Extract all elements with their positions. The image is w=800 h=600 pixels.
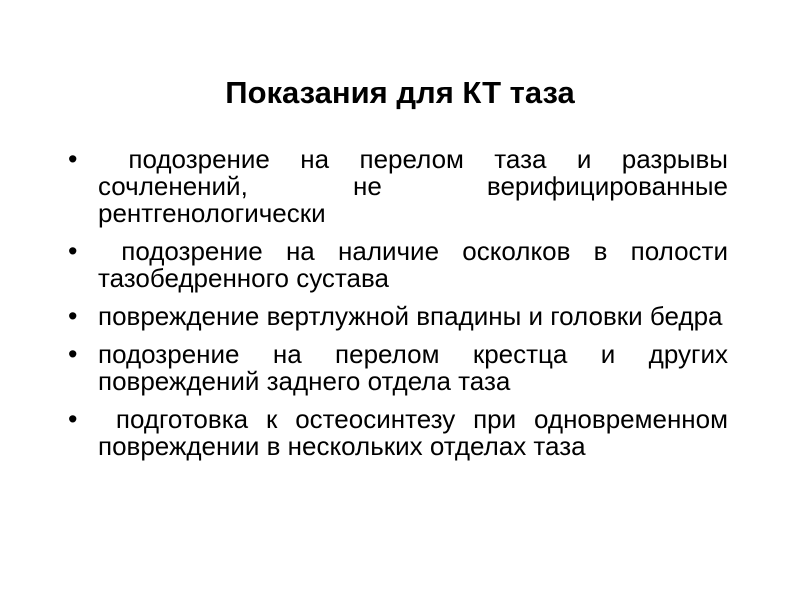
bullet-text: подозрение на перелом крестца и других повреждений заднего отдела таза [98,339,736,396]
bullet-text: подозрение на наличие осколков в полости тазобедренного сустава [98,236,736,293]
list-item [68,339,736,396]
list-item [68,144,736,228]
bullet-icon: • [68,236,78,266]
slide-title: Показания для КТ таза [225,74,575,110]
bullet-icon: • [68,339,78,369]
bullet-icon: • [68,301,78,331]
bullet-text: подготовка к остеосинтезу при одновременном повреждении в нескольких отделах таза [98,404,736,461]
bullet-list [68,144,736,471]
list-item [68,303,728,330]
list-item [68,404,736,461]
bullet-icon: • [68,404,78,434]
bullet-text: подозрение на перелом таза и разрывы сочленений, не верифицированные рентгенологически [98,144,736,228]
bullet-text: повреждение вертлужной впадины и головки бедра [98,301,723,331]
list-item [68,236,736,293]
bullet-icon: • [68,144,78,174]
